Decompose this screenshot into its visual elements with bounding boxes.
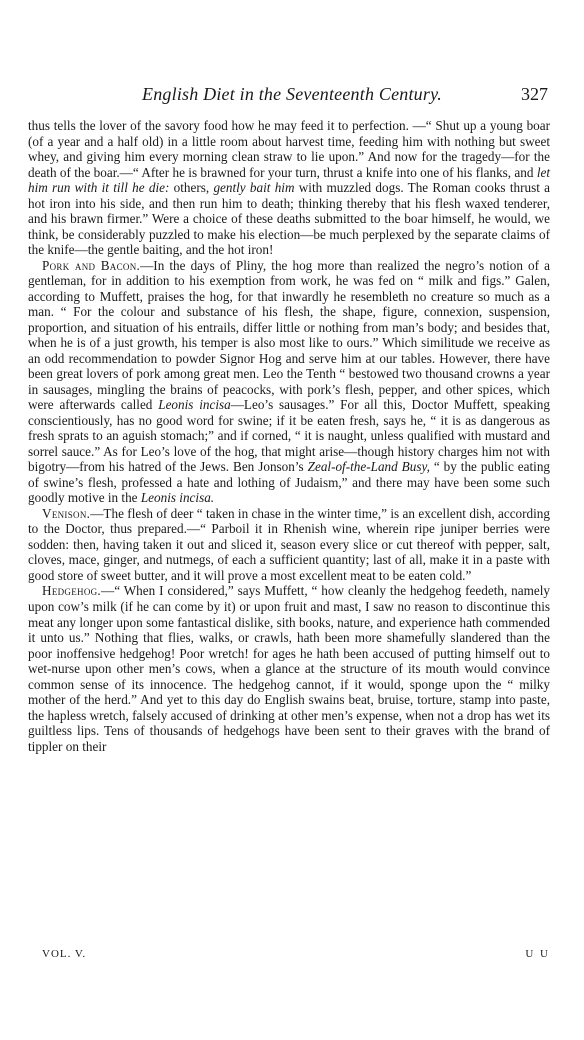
text-run: —Leo’s sausages.” For all this, Doctor Muffett, speaking conscientiously, has no good word for swine; if it be eaten fresh, says he, “ it is as dangerous as fresh sprats to an aguish stomach;” and if corned, “ it is naught, unless qualified with mustard and sorrel sauce.” As for Leo’s love of the hog, that might arise—though history charges him not with bigotry—from his hatred of the Jews. Ben Jonson’s (28, 397, 550, 475)
signature-mark: U U (525, 948, 550, 960)
paragraph (28, 118, 550, 258)
italic-text: Leonis incisa. (140, 490, 215, 506)
page-number: 327 (521, 84, 548, 104)
italic-text: let him run with it till he die: (28, 164, 550, 196)
text-run: “ by the public eating of swine’s flesh, professed a hate and lothing of Judaism,” and there may have been some such goodly motive in the (28, 459, 551, 506)
volume-label: VOL. V. (42, 948, 87, 960)
italic-text: Zeal-of-the-Land Busy, (307, 459, 430, 475)
italic-text: Leonis incisa (158, 397, 231, 413)
page-footer (28, 948, 550, 964)
page-header (30, 84, 548, 108)
italic-text: gently bait him (213, 180, 295, 196)
text-run: —In the days of Pliny, the hog more than realized the negro’s notion of a gentleman, for in addition to his exemption from work, he was fed on “ milk and figs.” Galen, according to Muffett, praises the hog, for that inwardly he resembleth no creature so much as a man. “ For the colour and substance of his flesh, the shape, figure, connexion, suspension, proportion, and situation of his entrails, differ little or nothing from man’s body; and besides that, when he is of a just growth, his temper is also most like to ours.” Which similitude we receive as an odd recommendation to powder Signor Hog and serve him at our tables. However, there have been great lovers of pork among great men. Leo the Tenth “ bestowed two thousand crowns a year in sausages, mingling the brains of peacocks, with pork’s flesh, pepper, and other spices, which were afterwards called (28, 257, 550, 413)
section-heading: Venison. (42, 505, 91, 521)
text-run: —“ When I considered,” says Muffett, “ how cleanly the hedgehog feedeth, namely upon cow’s milk (if he can come by it) or upon fruit and mast, I saw no reason to discontinue this meat any longer upon some fantastical dislike, sith books, nature, and experience hath commended it unto us.” Nothing that flies, walks, or crawls, hath been more shamefully slandered than the poor inoffensive hedgehog! Poor wretch! for ages he hath been accused of putting himself out to wet-nurse upon other men’s cows, when a glance at the structure of its mouth would convince common sense of its innocence. The hedgehog cannot, if it would, sponge upon the “ milky mother of the herd.” And yet to this day do English swains beat, bruise, torture, stamp into paste, the hapless wretch, falsely accused of drinking at other men’s expense, when not a drop has wet its guiltless lips. Tens of thousands of hedgehogs have been sent to their graves with the brand of tippler on their (28, 583, 550, 754)
section-heading: Pork and Bacon. (42, 257, 141, 273)
paragraph (28, 258, 550, 506)
text-run: with muzzled dogs. The Roman cooks thrust a hot iron into his side, and then run him to death; thinking thereby that his flesh waxed tenderer, and his brawn firmer.” Were a choice of these deaths submitted to the boar himself, he would, we think, be considerably puzzled to make his election—be much perplexed by the separate claims of the knife—the gentle baiting, and the hot iron! (28, 180, 550, 258)
text-run: —The flesh of deer “ taken in chase in the winter time,” is an excellent dish, according to the Doctor, thus prepared.—“ Parboil it in Rhenish wine, wherein ripe juniper berries were sodden: then, having taken it out and sliced it, season every slice or cut thereof with pepper, salt, cloves, mace, ginger, and nutmegs, of each a sufficient quantity; last of all, make it in a paste with good store of sweet butter, and it will prove a most excellent meat to be eaten cold.” (28, 505, 550, 583)
body-text (28, 118, 550, 754)
paragraph (28, 506, 550, 584)
section-heading: Hedgehog. (42, 583, 102, 599)
text-run: thus tells the lover of the savory food how he may feed it to perfection. —“ Shut up a young boar (of a year and a half old) in a little room about harvest time, feeding him with nothing but sweet whey, and giving him every morning clean straw to lie upon.” And now for the tragedy—for the death of the boar.—“ After he is brawned for your turn, thrust a knife into one of his flanks, and (28, 118, 550, 180)
text-run: others, (169, 180, 214, 196)
paragraph (28, 583, 550, 754)
running-title: English Diet in the Seventeenth Century. (142, 84, 442, 104)
